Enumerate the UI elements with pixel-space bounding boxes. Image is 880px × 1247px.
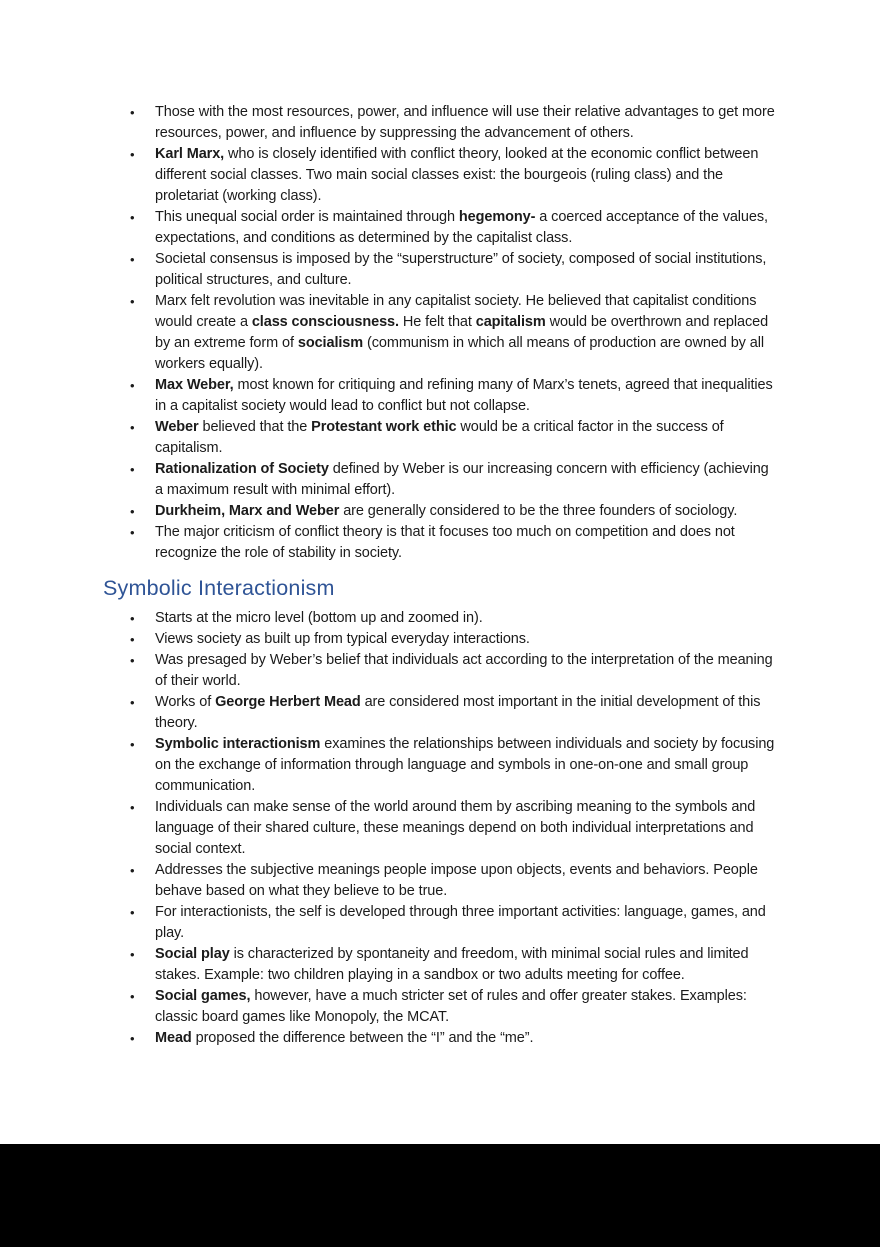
bullet-icon: • <box>130 420 135 435</box>
bullet-item <box>103 797 779 860</box>
bullet-icon: • <box>130 863 135 878</box>
bullet-text: Addresses the subjective meanings people impose upon objects, events and behaviors. People behave based on what they believe to be true. <box>155 862 758 899</box>
bullet-text: For interactionists, the self is developed through three important activities: language, games, and play. <box>155 904 766 941</box>
bullet-text: Symbolic interactionism examines the relationships between individuals and society by focusing on the exchange of information through language and symbols in one-on-one and small group communication. <box>155 736 775 794</box>
bullet-icon: • <box>130 252 135 267</box>
bullet-text: Social games, however, have a much stricter set of rules and offer greater stakes. Examples: classic board games like Monopoly, the MCAT. <box>155 988 747 1025</box>
section-heading: Symbolic Interactionism <box>103 576 335 600</box>
bullet-icon: • <box>130 611 135 626</box>
bullet-icon: • <box>130 105 135 120</box>
bullet-text: Mead proposed the difference between the “I” and the “me”. <box>155 1030 534 1046</box>
bullet-text: Social play is characterized by spontaneity and freedom, with minimal social rules and limited stakes. Example: two children playing in a sandbox or two adults meeting for coffee. <box>155 946 749 983</box>
bullet-item <box>103 944 779 986</box>
bullet-item <box>103 734 779 797</box>
bullet-text: The major criticism of conflict theory is that it focuses too much on competition and does not recognize the role of stability in society. <box>155 524 735 561</box>
bullet-item <box>103 902 779 944</box>
bullet-item <box>103 501 779 522</box>
bullet-text: Individuals can make sense of the world around them by ascribing meaning to the symbols and language of their shared culture, these meanings depend on both individual interpretations and social context. <box>155 799 756 857</box>
bullet-icon: • <box>130 378 135 393</box>
bullet-item <box>103 522 779 564</box>
bullet-item <box>103 375 779 417</box>
bullet-item <box>103 608 779 629</box>
bullet-text: Marx felt revolution was inevitable in any capitalist society. He believed that capitalist conditions would create a class consciousness. He felt that capitalism would be overthrown and replaced by an extreme form of socialism (communism in which all means of production are owned by all workers equally). <box>155 293 769 372</box>
bullet-icon: • <box>130 800 135 815</box>
bullet-text: Max Weber, most known for critiquing and refining many of Marx’s tenets, agreed that inequalities in a capitalist society would lead to conflict but not collapse. <box>155 377 773 414</box>
bullet-item <box>103 207 779 249</box>
bullet-item <box>103 291 779 375</box>
bullet-item <box>103 860 779 902</box>
bullet-icon: • <box>130 905 135 920</box>
bullet-text: This unequal social order is maintained through hegemony- a coerced acceptance of the values, expectations, and conditions as determined by the capitalist class. <box>155 209 768 246</box>
bullet-text: Those with the most resources, power, and influence will use their relative advantages to get more resources, power, and influence by suppressing the advancement of others. <box>155 104 775 141</box>
bullet-item <box>103 249 779 291</box>
bullet-icon: • <box>130 504 135 519</box>
bullet-icon: • <box>130 462 135 477</box>
bullet-text: Karl Marx, who is closely identified with conflict theory, looked at the economic conflict between different social classes. Two main social classes exist: the bourgeois (ruling class) and the proletariat (working class). <box>155 146 759 204</box>
bullet-text: Societal consensus is imposed by the “superstructure” of society, composed of social institutions, political structures, and culture. <box>155 251 767 288</box>
bullet-item <box>103 986 779 1028</box>
bullet-text: Works of George Herbert Mead are considered most important in the initial development of this theory. <box>155 694 761 731</box>
bullet-icon: • <box>130 947 135 962</box>
bullet-icon: • <box>130 632 135 647</box>
bottom-letterbox <box>0 1144 880 1247</box>
bullet-icon: • <box>130 210 135 225</box>
bullet-item <box>103 1028 779 1049</box>
bullet-text: Rationalization of Society defined by Weber is our increasing concern with efficiency (achieving a maximum result with minimal effort). <box>155 461 769 498</box>
bullet-icon: • <box>130 737 135 752</box>
bullet-item <box>103 650 779 692</box>
bullet-icon: • <box>130 653 135 668</box>
bullet-item <box>103 459 779 501</box>
bullet-item <box>103 692 779 734</box>
bullet-icon: • <box>130 147 135 162</box>
bullet-text: Starts at the micro level (bottom up and zoomed in). <box>155 610 483 626</box>
bullet-item <box>103 102 779 144</box>
bullet-item <box>103 629 779 650</box>
bullet-icon: • <box>130 695 135 710</box>
bullet-text: Was presaged by Weber’s belief that individuals act according to the interpretation of the meaning of their world. <box>155 652 773 689</box>
bullet-icon: • <box>130 294 135 309</box>
bullet-item <box>103 417 779 459</box>
document-content <box>103 102 779 1049</box>
bullet-icon: • <box>130 989 135 1004</box>
bullet-text: Views society as built up from typical everyday interactions. <box>155 631 530 647</box>
bullet-icon: • <box>130 525 135 540</box>
bullet-icon: • <box>130 1031 135 1046</box>
bullet-text: Durkheim, Marx and Weber are generally considered to be the three founders of sociology. <box>155 503 738 519</box>
bullet-text: Weber believed that the Protestant work ethic would be a critical factor in the success of capitalism. <box>155 419 724 456</box>
bullet-item <box>103 144 779 207</box>
